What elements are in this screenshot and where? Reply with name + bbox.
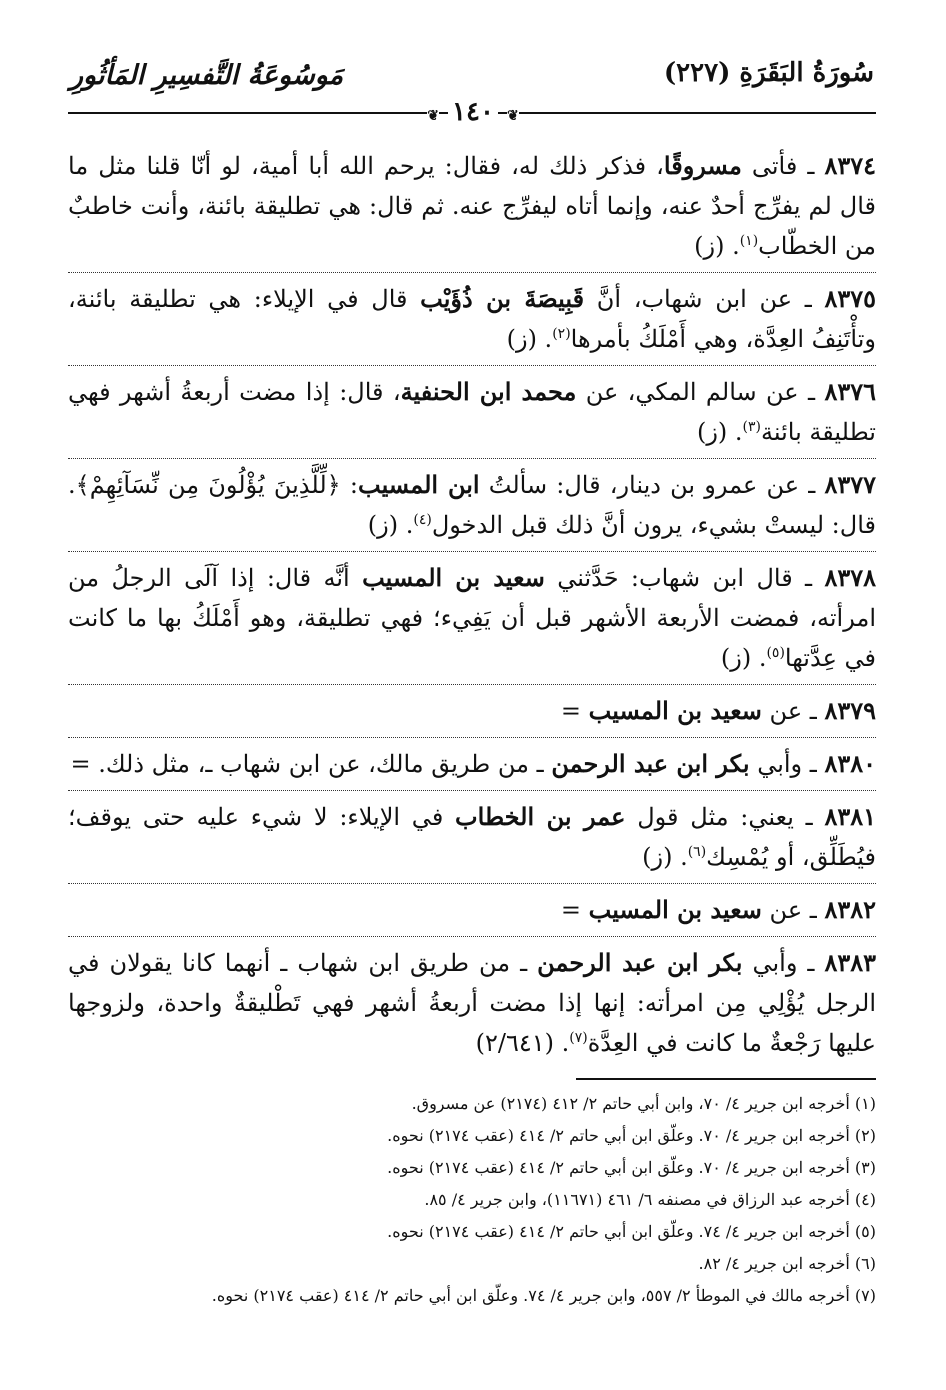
- entry-dash: ـ: [797, 152, 825, 180]
- footnote-marker: (٦): [687, 844, 707, 860]
- entry-text: =: [560, 697, 589, 725]
- narrator-name: ابن المسيب: [358, 470, 480, 499]
- entry-text: يعني: مثل قول: [625, 803, 794, 831]
- entry-text: ـ من طريق ابن شهاب ـ أنهما كانا يقولان في الرجل يُؤْلِي مِن امرأته: إنها إذا مضت أربعةُ أشهر فهي تَطْليقةٌ واحدة، ولزوجها عليها رَجْعةٌ ما كانت في العِدَّة: [68, 949, 876, 1057]
- entry-paragraph: [68, 459, 876, 552]
- entry-source-mark: . (ز): [720, 644, 767, 672]
- entry-number: ٨٣٧٦: [824, 377, 876, 406]
- entry-dash: ـ: [793, 803, 825, 831]
- footnote-marker: (٤): [413, 512, 432, 528]
- entry-text: وأبي: [742, 949, 798, 977]
- entry-paragraph: [68, 738, 876, 791]
- entry-number: ٨٣٨٢: [824, 895, 876, 924]
- entry-text: : ﴿لِّلَّذِينَ يُؤْلُونَ مِن نِّسَآئِهِمْ﴾. قال: ليستْ بشيء، يرون أنَّ ذلك قبل الدخول: [68, 471, 876, 539]
- narrator-name: محمد ابن الحنفية: [400, 377, 577, 406]
- footnote-item: (٤) أخرجه عبد الرزاق في مصنفه ٦/ ٤٦١ (١١٦٧١)، وابن جرير ٤/ ٨٥.: [424, 1190, 876, 1209]
- entry-number: ٨٣٨١: [824, 802, 877, 831]
- footnotes: [80, 1088, 876, 1312]
- footnote-item: (١) أخرجه ابن جرير ٤/ ٧٠، وابن أبي حاتم ٢/ ٤١٢ (٢١٧٤) عن مسروق.: [411, 1094, 876, 1113]
- footnote-item: (٧) أخرجه مالك في الموطأ ٢/ ٥٥٧، وابن جرير ٤/ ٧٤. وعلّق ابن أبي حاتم ٢/ ٤١٤ (عقب ٢١٧٤) نحوه.: [211, 1286, 876, 1305]
- entry-text: عن: [761, 896, 803, 924]
- narrator-name: سعيد بن المسيب: [588, 895, 762, 924]
- narrator-name: سعيد بن المسيب: [588, 696, 762, 725]
- entry-text: ، فذكر ذلك له، فقال: يرحم الله أبا أمية، لو أنّا قلنا مثل ما قال لم يفرِّج أحدٌ عنه، وإنما أتاه ليفرِّج عنه. ثم قال: هي تطليقة بائنة، وأنت خاطبٌ من الخطّاب: [68, 152, 876, 260]
- footnote-marker: (١): [739, 233, 759, 249]
- entry-text: وأبي: [749, 750, 803, 778]
- entry-paragraph: [68, 884, 876, 937]
- entry-text: فأتى: [741, 152, 798, 180]
- entry-text: ، قال: إذا مضت أربعةُ أشهر فهي تطليقة بائنة: [68, 378, 876, 446]
- entry-source-mark: . (ز): [367, 511, 414, 539]
- book-title: مَوسُوعَةُ التَّفسِيرِ المَأثُورِ: [70, 60, 344, 91]
- footnote-marker: (٣): [742, 419, 762, 435]
- entry-text: قال في الإيلاء: هي تطليقة بائنة، وتأْتَنِفُ العِدَّة، وهي أَمْلَكُ بأمرها: [68, 285, 876, 353]
- entry-text: ـ من طريق مالك، عن ابن شهاب ـ، مثل ذلك. =: [70, 750, 552, 778]
- entry-paragraph: [68, 937, 876, 1069]
- narrator-name: سعيد بن المسيب: [362, 563, 545, 592]
- page-number-text: ١٤٠: [448, 97, 498, 127]
- ornament-icon: ❦: [507, 108, 519, 124]
- entry-source-mark: . (٢/٦٤١): [475, 1029, 570, 1057]
- entry-number: ٨٣٧٨: [824, 563, 876, 592]
- entry-text: قال ابن شهاب: حَدَّثني: [544, 564, 793, 592]
- main-text: [68, 140, 876, 1069]
- surah-header: سُورَةُ البَقَرَةِ (٢٢٧): [663, 58, 874, 88]
- page-number: [0, 97, 946, 127]
- entry-source-mark: . (ز): [642, 843, 688, 871]
- entry-dash: ـ: [802, 697, 825, 725]
- entry-dash: ـ: [797, 949, 825, 977]
- footnote-item: (٦) أخرجه ابن جرير ٤/ ٨٢.: [698, 1254, 876, 1273]
- entry-paragraph: [68, 552, 876, 685]
- entry-text: عن ابن شهاب، أنَّ: [584, 285, 793, 313]
- footnote-item: (٥) أخرجه ابن جرير ٤/ ٧٤. وعلّق ابن أبي حاتم ٢/ ٤١٤ (عقب ٢١٧٤) نحوه.: [387, 1222, 876, 1241]
- entry-paragraph: [68, 791, 876, 884]
- narrator-name: بكر ابن عبد الرحمن: [551, 749, 750, 778]
- entry-text: عن سالم المكي، عن: [576, 378, 799, 406]
- entry-text: عن: [761, 697, 803, 725]
- narrator-name: مسروقًا: [663, 151, 742, 180]
- footnote-rule: [576, 1078, 876, 1080]
- entry-dash: ـ: [802, 896, 825, 924]
- entry-text: في الإيلاء: لا شيء عليه حتى يوقف؛ فيُطَلِّق، أو يُمْسِك: [68, 803, 876, 871]
- footnote-item: (٣) أخرجه ابن جرير ٤/ ٧٠. وعلّق ابن أبي حاتم ٢/ ٤١٤ (عقب ٢١٧٤) نحوه.: [387, 1158, 876, 1177]
- narrator-name: عمر بن الخطاب: [455, 802, 626, 831]
- footnote-marker: (٧): [569, 1030, 588, 1046]
- entry-dash: ـ: [792, 285, 825, 313]
- footnote-marker: (٢): [552, 326, 571, 342]
- entry-paragraph: [68, 273, 876, 366]
- entry-paragraph: [68, 685, 876, 738]
- entry-text: أنَّه قال: إذا آلَى الرجلُ من امرأته، فمضت الأربعة الأشهر قبل أن يَفِيء؛ فهي تطليقة، وهو أَمْلَكُ بها ما كانت في عِدَّتها: [68, 564, 876, 672]
- entry-paragraph: [68, 140, 876, 273]
- entry-text: =: [560, 896, 589, 924]
- entry-number: ٨٣٧٩: [824, 696, 876, 725]
- narrator-name: قَبِيصَةَ بن ذُؤَيْب: [420, 284, 585, 313]
- entry-number: ٨٣٨٣: [824, 948, 876, 977]
- entry-number: ٨٣٧٥: [824, 284, 877, 313]
- entry-source-mark: . (ز): [696, 418, 743, 446]
- entry-dash: ـ: [798, 378, 825, 406]
- ornament-icon: ❦: [427, 108, 439, 124]
- entry-number: ٨٣٧٤: [824, 151, 876, 180]
- entry-dash: ـ: [792, 564, 825, 592]
- entry-text: عن عمرو بن دينار، قال: سألتُ: [479, 471, 800, 499]
- entry-dash: ـ: [799, 471, 825, 499]
- footnote-marker: (٥): [766, 645, 785, 661]
- footnote-item: (٢) أخرجه ابن جرير ٤/ ٧٠. وعلّق ابن أبي حاتم ٢/ ٤١٤ (عقب ٢١٧٤) نحوه.: [387, 1126, 876, 1145]
- entry-source-mark: . (ز): [506, 325, 553, 353]
- narrator-name: بكر ابن عبد الرحمن: [537, 948, 743, 977]
- entry-number: ٨٣٨٠: [824, 749, 876, 778]
- entry-paragraph: [68, 366, 876, 459]
- entry-dash: ـ: [802, 750, 825, 778]
- entry-number: ٨٣٧٧: [824, 470, 876, 499]
- entry-source-mark: . (ز): [694, 232, 740, 260]
